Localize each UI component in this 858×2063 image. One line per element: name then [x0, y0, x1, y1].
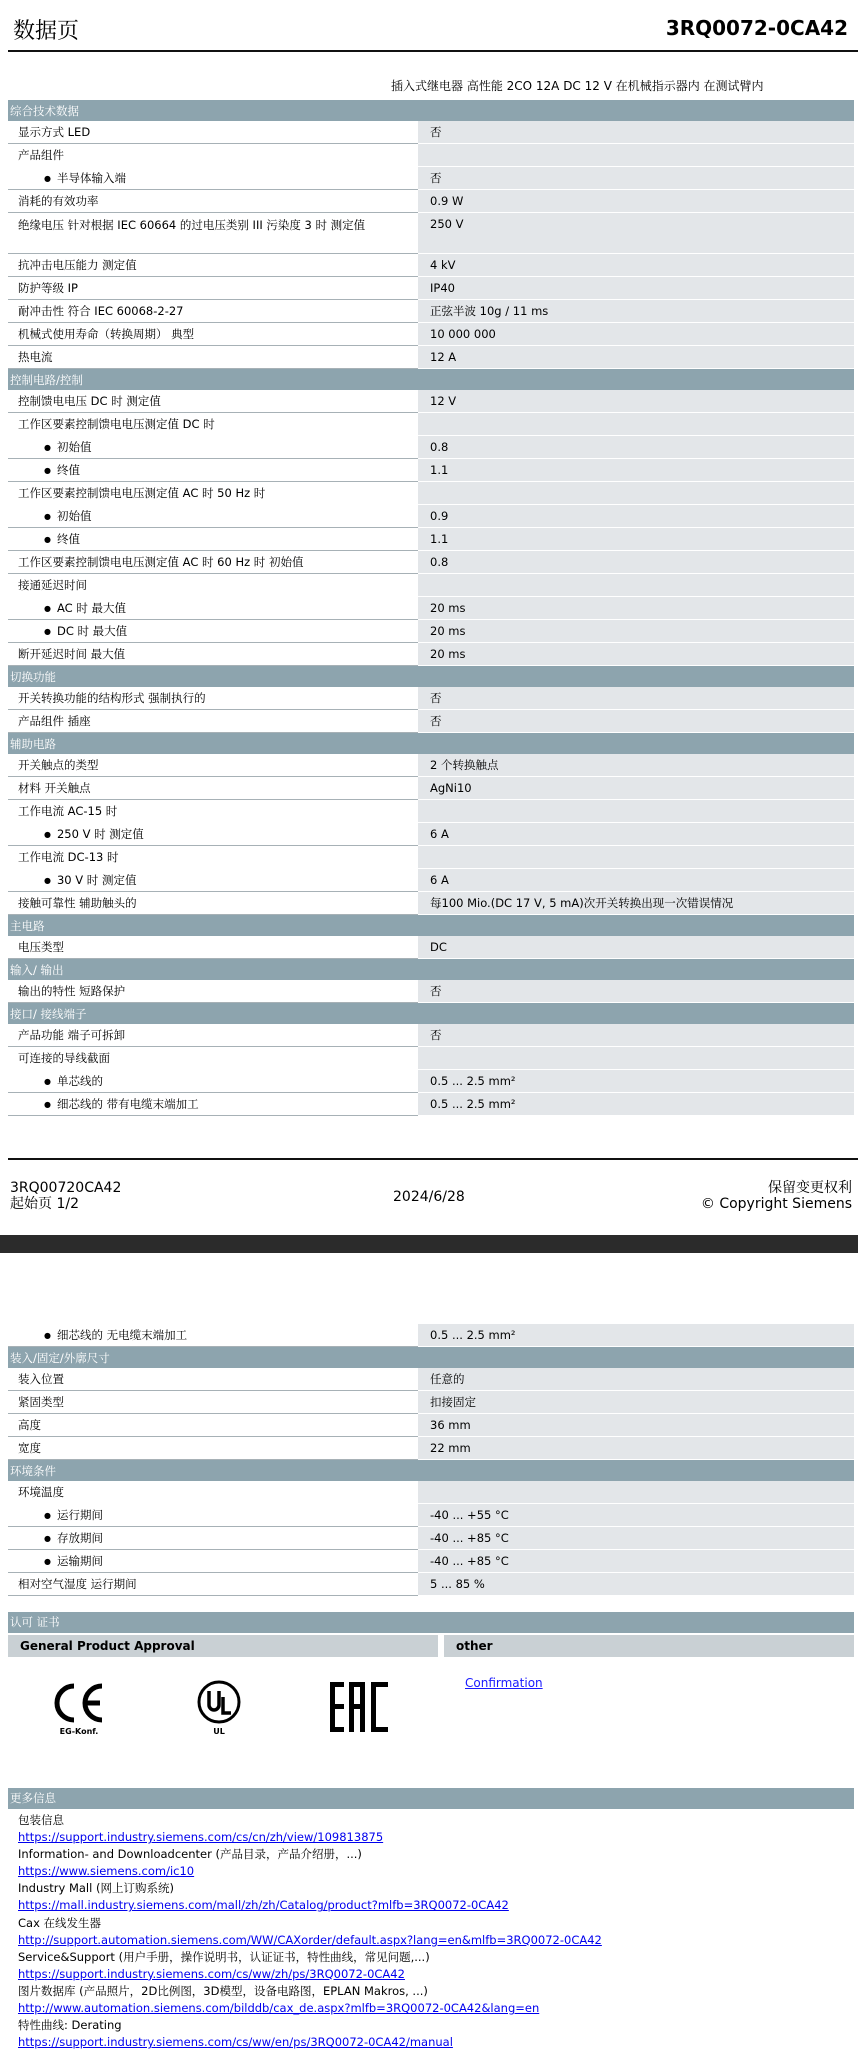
spec-value [418, 1481, 854, 1504]
spec-value: 正弦半波 10g / 11 ms [418, 300, 854, 323]
spec-row [8, 980, 854, 1003]
ce-mark-icon [52, 1682, 106, 1728]
spec-label-text: 环境温度 [18, 1485, 64, 1500]
spec-row [8, 1504, 854, 1527]
spec-label [8, 144, 418, 167]
spec-label-text: 250 V 时 测定值 [56, 826, 144, 841]
spec-value: -40 ... +85 °C [418, 1550, 854, 1573]
spec-row [8, 754, 854, 777]
spec-table-page-1 [8, 100, 854, 1116]
spec-row [8, 800, 854, 823]
section-title: 装入/固定/外廓尺寸 [8, 1347, 854, 1369]
more-info-link[interactable]: https://www.siemens.com/ic10 [18, 1864, 195, 1879]
spec-value: 12 A [418, 346, 854, 369]
spec-value: 1.1 [418, 459, 854, 482]
spec-value: 1.1 [418, 528, 854, 551]
spec-label [8, 869, 418, 892]
spec-row [8, 1481, 854, 1504]
spec-label [8, 1368, 418, 1391]
spec-label [8, 1437, 418, 1460]
spec-label-text: 终值 [56, 463, 80, 477]
spec-label-text: 耐冲击性 符合 IEC 60068-2-27 [18, 304, 184, 318]
section-header [8, 666, 854, 688]
more-info-label: 包装信息 [18, 1813, 64, 1827]
more-info-label: 特性曲线: Derating [18, 2018, 122, 2033]
spec-label [8, 436, 418, 459]
spec-row [8, 710, 854, 733]
cert-table [8, 1635, 854, 1657]
spec-row [8, 346, 854, 369]
ul-caption: UL [213, 1727, 225, 1736]
spec-label [8, 528, 418, 551]
spec-value [418, 846, 854, 869]
footer-right [701, 1180, 852, 1212]
spec-value: 任意的 [418, 1368, 854, 1391]
product-description: 插入式继电器 高性能 2CO 12A DC 12 V 在机械指示器内 在测试臂内 [391, 79, 764, 93]
more-info-label: 图片数据库 (产品照片，2D比例图，3D模型，设备电路图，EPLAN Makros, ...) [18, 1983, 428, 1998]
spec-value: 否 [418, 1024, 854, 1047]
spec-label [8, 413, 418, 436]
spec-label [8, 710, 418, 733]
spec-row [8, 846, 854, 869]
spec-value: 否 [418, 167, 854, 190]
spec-row [8, 482, 854, 505]
spec-row [8, 574, 854, 597]
spec-label [8, 1481, 418, 1504]
footer-page-number: 起始页 1/2 [10, 1196, 79, 1212]
spec-table-page-2 [8, 1324, 854, 1596]
cert-col-general: General Product Approval [8, 1635, 444, 1657]
section-header [8, 1003, 854, 1025]
spec-row [8, 1324, 854, 1347]
spec-label-text: 工作区要素控制馈电电压测定值 AC 时 60 Hz 时 初始值 [18, 555, 304, 569]
spec-label-text: 材料 开关触点 [18, 781, 91, 795]
spec-row [8, 190, 854, 213]
more-info-list [18, 1812, 602, 2051]
product-number: 3RQ0072-0CA42 [665, 16, 848, 40]
spec-label-text: 消耗的有效功率 [18, 194, 99, 208]
spec-label-text: 工作区要素控制馈电电压测定值 AC 时 50 Hz 时 [18, 486, 266, 501]
spec-label [8, 190, 418, 213]
section-title: 综合技术数据 [8, 100, 854, 121]
spec-row [8, 892, 854, 915]
more-info-link[interactable]: http://support.automation.siemens.com/WW/CAXorder/default.aspx?lang=en&mlfb=3RQ0072-0CA42 [18, 1932, 602, 1947]
spec-label [8, 1527, 418, 1550]
spec-label-text: 抗冲击电压能力 测定值 [18, 258, 137, 272]
spec-row [8, 1414, 854, 1437]
section-title: 输入/ 输出 [8, 959, 854, 981]
spec-value: 0.8 [418, 436, 854, 459]
section-header [8, 733, 854, 755]
spec-row [8, 597, 854, 620]
spec-value [418, 1047, 854, 1070]
spec-value: 否 [418, 121, 854, 144]
spec-value: 0.5 ... 2.5 mm² [418, 1070, 854, 1093]
spec-value: AgNi10 [418, 777, 854, 800]
spec-label [8, 892, 418, 915]
spec-label-text: 显示方式 LED [18, 125, 91, 139]
more-info-label: Information- and Downloadcenter (产品目录，产品介绍册，...) [18, 1847, 362, 1862]
spec-label-text: 高度 [18, 1418, 41, 1432]
footer-date: 2024/6/28 [393, 1189, 465, 1205]
section-header [8, 100, 854, 121]
spec-row [8, 936, 854, 959]
spec-label [8, 300, 418, 323]
spec-row [8, 254, 854, 277]
spec-label [8, 597, 418, 620]
footer-copyright: © Copyright Siemens [700, 1196, 852, 1212]
spec-value [418, 482, 854, 505]
spec-label [8, 823, 418, 846]
spec-label [8, 1504, 418, 1527]
spec-label-text: DC 时 最大值 [56, 624, 128, 638]
spec-value: 0.8 [418, 551, 854, 574]
spec-label [8, 551, 418, 574]
spec-label [8, 254, 418, 277]
more-info-link[interactable]: http://www.automation.siemens.com/bilddb/cax_de.aspx?mlfb=3RQ0072-0CA42&lang=en [18, 2001, 540, 2016]
spec-row [8, 1391, 854, 1414]
spec-row [8, 1573, 854, 1596]
spec-value: 否 [418, 980, 854, 1003]
spec-value: 0.9 W [418, 190, 854, 213]
spec-label [8, 277, 418, 300]
spec-row [8, 436, 854, 459]
section-title: 环境条件 [8, 1460, 854, 1482]
section-title: 辅助电路 [8, 733, 854, 755]
section-header-certs: 认可 证书 [8, 1612, 854, 1633]
spec-row [8, 823, 854, 846]
spec-row [8, 1047, 854, 1070]
spec-row [8, 390, 854, 413]
spec-label [8, 1093, 418, 1116]
spec-row [8, 505, 854, 528]
more-info-label: Service&Support (用户手册，操作说明书，认证证书，特性曲线，常见问题,...) [18, 1949, 430, 1964]
spec-label-text: 绝缘电压 针对根据 IEC 60664 的过电压类别 III 污染度 3 时 测定值 [18, 218, 366, 232]
spec-value: 否 [418, 687, 854, 710]
spec-label-text: 终值 [56, 532, 80, 546]
more-info-label: Cax 在线发生器 [18, 1915, 102, 1930]
spec-label [8, 1573, 418, 1596]
spec-label-text: 细芯线的 无电缆末端加工 [56, 1328, 188, 1342]
spec-label [8, 800, 418, 823]
spec-label-text: 断开延迟时间 最大值 [18, 647, 126, 661]
spec-value: 20 ms [418, 643, 854, 666]
page-title: 数据页 [13, 19, 80, 44]
spec-row [8, 1024, 854, 1047]
spec-row [8, 1093, 854, 1116]
spec-value: 0.5 ... 2.5 mm² [418, 1324, 854, 1347]
spec-value: 0.5 ... 2.5 mm² [418, 1093, 854, 1116]
spec-value [418, 144, 854, 167]
section-header [8, 369, 854, 391]
spec-label [8, 1414, 418, 1437]
spec-label-text: 30 V 时 测定值 [56, 872, 137, 887]
section-title: 控制电路/控制 [8, 369, 854, 391]
spec-label-text: 存放期间 [56, 1531, 103, 1545]
spec-label [8, 121, 418, 144]
spec-label-text: 产品组件 [18, 148, 64, 163]
spec-row [8, 528, 854, 551]
spec-value: 0.9 [418, 505, 854, 528]
header-divider [8, 50, 858, 52]
spec-row [8, 167, 854, 190]
spec-value: 20 ms [418, 597, 854, 620]
spec-value: 22 mm [418, 1437, 854, 1460]
spec-value: 每100 Mio.(DC 17 V, 5 mA)次开关转换出现一次错误情况 [418, 892, 854, 915]
spec-label [8, 643, 418, 666]
spec-row [8, 777, 854, 800]
spec-value: IP40 [418, 277, 854, 300]
spec-label [8, 574, 418, 597]
spec-label [8, 754, 418, 777]
spec-label-text: 工作区要素控制馈电电压测定值 DC 时 [18, 417, 215, 432]
spec-label-text: 半导体输入端 [56, 170, 126, 185]
spec-row [8, 687, 854, 710]
spec-label-text: 运输期间 [56, 1554, 103, 1568]
spec-label [8, 167, 418, 190]
spec-value: -40 ... +55 °C [418, 1504, 854, 1527]
section-title: 接口/ 接线端子 [8, 1003, 854, 1025]
spec-label [8, 980, 418, 1003]
spec-row [8, 643, 854, 666]
spec-label [8, 459, 418, 482]
spec-label-text: 接通延迟时间 [18, 578, 87, 593]
more-info-label: Industry Mall (网上订购系统) [18, 1881, 174, 1896]
spec-label [8, 1391, 418, 1414]
spec-label [8, 1324, 418, 1347]
spec-label-text: 产品功能 端子可拆卸 [18, 1028, 126, 1042]
section-header [8, 1460, 854, 1482]
spec-row [8, 1437, 854, 1460]
spec-row [8, 413, 854, 436]
spec-value: 10 000 000 [418, 323, 854, 346]
spec-value: DC [418, 936, 854, 959]
section-title: 主电路 [8, 915, 854, 937]
spec-label-text: 产品组件 插座 [18, 714, 91, 728]
section-header [8, 915, 854, 937]
spec-row [8, 1527, 854, 1550]
spec-label-text: 开关转换功能的结构形式 强制执行的 [18, 691, 206, 705]
spec-value [418, 800, 854, 823]
spec-label-text: 开关触点的类型 [18, 758, 99, 772]
spec-label-text: 电压类型 [18, 940, 64, 954]
spec-label-text: 单芯线的 [56, 1073, 103, 1088]
spec-value: 6 A [418, 823, 854, 846]
spec-label [8, 213, 418, 254]
spec-label [8, 505, 418, 528]
more-info-link[interactable]: https://mall.industry.siemens.com/mall/zh/zh/Catalog/product?mlfb=3RQ0072-0CA42 [18, 1898, 509, 1913]
spec-label-text: 紧固类型 [18, 1395, 64, 1409]
spec-row [8, 869, 854, 892]
spec-label-text: 控制馈电电压 DC 时 测定值 [18, 394, 161, 408]
footer-rights: 保留变更权利 [768, 1180, 852, 1196]
spec-label [8, 390, 418, 413]
spec-row [8, 1070, 854, 1093]
spec-row [8, 1368, 854, 1391]
spec-label-text: 工作电流 DC-13 时 [18, 850, 119, 865]
footer-left [10, 1180, 121, 1212]
spec-label [8, 1047, 418, 1070]
spec-row [8, 323, 854, 346]
spec-label [8, 1550, 418, 1573]
spec-value: 否 [418, 710, 854, 733]
spec-label [8, 620, 418, 643]
spec-label-text: 机械式使用寿命（转换周期） 典型 [18, 327, 195, 341]
spec-row [8, 551, 854, 574]
spec-value: 4 kV [418, 254, 854, 277]
spec-label [8, 687, 418, 710]
spec-label-text: 初始值 [56, 508, 92, 523]
spec-label-text: 运行期间 [56, 1507, 103, 1522]
spec-label [8, 482, 418, 505]
spec-label [8, 777, 418, 800]
spec-value: 5 ... 85 % [418, 1573, 854, 1596]
cert-col-other: other [444, 1635, 854, 1657]
spec-value: 2 个转换触点 [418, 754, 854, 777]
section-header [8, 1347, 854, 1369]
spec-value: 6 A [418, 869, 854, 892]
eac-mark-icon [330, 1682, 390, 1736]
spec-label-text: 输出的特性 短路保护 [18, 984, 126, 998]
spec-value [418, 413, 854, 436]
spec-row [8, 121, 854, 144]
spec-label [8, 323, 418, 346]
footer-divider [8, 1158, 858, 1160]
spec-label-text: 热电流 [18, 350, 53, 364]
spec-value: -40 ... +85 °C [418, 1527, 854, 1550]
spec-label [8, 346, 418, 369]
more-info-link[interactable]: https://support.industry.siemens.com/cs/cn/zh/view/109813875 [18, 1830, 384, 1845]
spec-row [8, 213, 854, 254]
spec-value: 36 mm [418, 1414, 854, 1437]
spec-value: 20 ms [418, 620, 854, 643]
ul-mark-icon [196, 1679, 242, 1729]
spec-label-text: 可连接的导线截面 [18, 1051, 110, 1066]
spec-row [8, 459, 854, 482]
spec-label [8, 1024, 418, 1047]
more-info-link[interactable]: https://support.industry.siemens.com/cs/ww/en/ps/3RQ0072-0CA42/manual [18, 2035, 453, 2050]
section-title: 切换功能 [8, 666, 854, 688]
spec-row [8, 300, 854, 323]
spec-row [8, 277, 854, 300]
spec-value [418, 574, 854, 597]
confirmation-link[interactable]: Confirmation [465, 1676, 543, 1690]
page-separator [0, 1235, 858, 1253]
spec-label [8, 1070, 418, 1093]
spec-label-text: 相对空气湿度 运行期间 [18, 1577, 137, 1591]
spec-value: 扣接固定 [418, 1391, 854, 1414]
ce-caption: EG-Konf. [59, 1727, 99, 1736]
spec-row [8, 620, 854, 643]
section-header [8, 959, 854, 981]
spec-label-text: AC 时 最大值 [56, 600, 126, 615]
spec-label-text: 防护等级 IP [18, 281, 78, 295]
spec-row [8, 1550, 854, 1573]
more-info-link[interactable]: https://support.industry.siemens.com/cs/ww/zh/ps/3RQ0072-0CA42 [18, 1966, 405, 1981]
spec-label-text: 细芯线的 带有电缆末端加工 [56, 1097, 199, 1111]
spec-label-text: 装入位置 [18, 1372, 64, 1386]
spec-label-text: 初始值 [56, 439, 92, 454]
footer-order-number: 3RQ00720CA42 [10, 1180, 122, 1196]
spec-label-text: 接触可靠性 辅助触头的 [18, 896, 137, 910]
section-header-more-info: 更多信息 [8, 1788, 854, 1809]
spec-value: 250 V [418, 213, 854, 254]
spec-value: 12 V [418, 390, 854, 413]
spec-label-text: 宽度 [18, 1441, 41, 1455]
spec-label [8, 936, 418, 959]
spec-row [8, 144, 854, 167]
spec-label-text: 工作电流 AC-15 时 [18, 804, 118, 819]
spec-label [8, 846, 418, 869]
